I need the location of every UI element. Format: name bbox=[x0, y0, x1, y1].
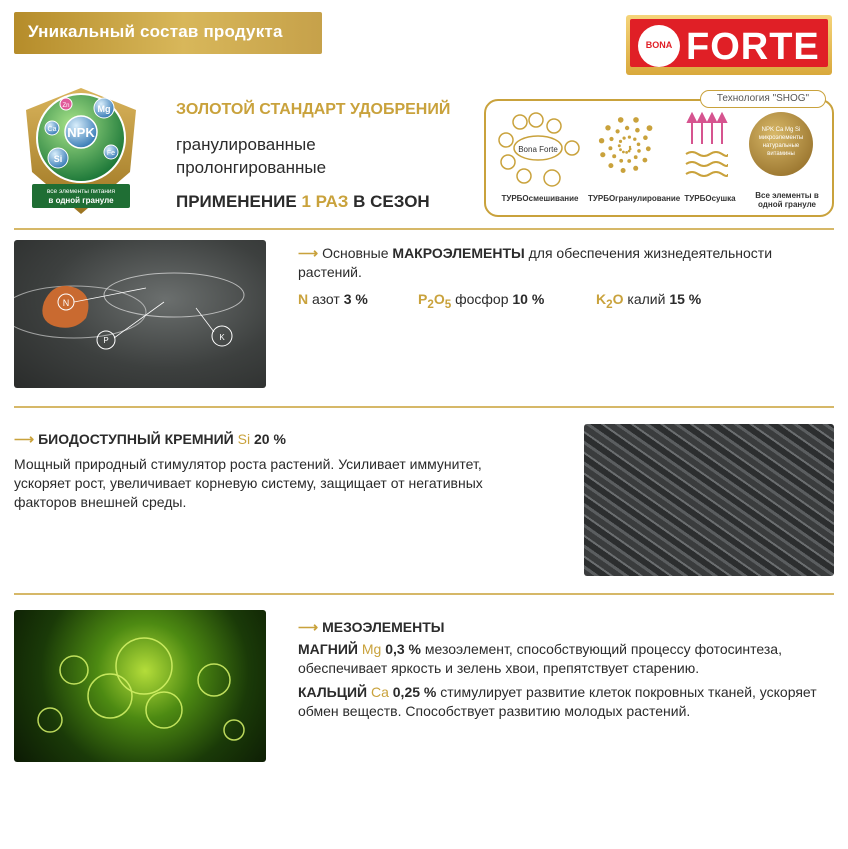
meso-title: ⟶ МЕЗОЭЛЕМЕНТЫ bbox=[298, 619, 445, 635]
nitrogen-value: N азот 3 % bbox=[298, 291, 368, 307]
npk-shield-icon bbox=[14, 80, 148, 220]
standard-apply: ПРИМЕНЕНИЕ 1 РАЗ В СЕЗОН bbox=[176, 192, 430, 211]
granule-icon: NPK Ca Mg Si микроэлементы натуральные витамины bbox=[749, 112, 813, 176]
svg-text:Ca: Ca bbox=[47, 126, 57, 133]
turbo-mixing-icon bbox=[494, 112, 590, 192]
turbo-drying-icon bbox=[684, 112, 728, 184]
header-banner bbox=[14, 12, 322, 54]
header-title: Уникальный состав продукта bbox=[28, 22, 283, 41]
silicon-description: Мощный природный стимулятор роста растений. Усиливает иммунитет, ускоряет рост, увеличивает корневую систему, защищает от негативных факторов внешней среды. bbox=[14, 456, 483, 510]
phosphorus-value: $P_2O_5$ фосфор 10 % bbox=[418, 291, 545, 311]
caption-drying: ТУРБОсушка bbox=[684, 194, 736, 203]
calcium-description: КАЛЬЦИЙ Ca 0,25 % стимулирует развитие клеток покровных тканей, ускоряет обмен веществ. Способствует развитию молодых растений. bbox=[298, 684, 817, 719]
silicon-stones-photo bbox=[584, 424, 834, 576]
divider-3 bbox=[14, 593, 834, 595]
caption-granule: Все элементы в одной грануле bbox=[755, 191, 819, 209]
standard-line-2: пролонгированные bbox=[176, 158, 327, 177]
technology-badge: Технология "SHOG" bbox=[700, 90, 826, 108]
svg-text:в одной грануле: в одной грануле bbox=[48, 196, 114, 205]
arrow-icon: ⟶ bbox=[14, 431, 35, 447]
cells-photo bbox=[14, 610, 266, 762]
svg-text:Bona Forte: Bona Forte bbox=[518, 145, 558, 154]
soil-granules-photo bbox=[14, 240, 266, 388]
divider-1 bbox=[14, 228, 834, 230]
divider-2 bbox=[14, 406, 834, 408]
silicon-title: ⟶ БИОДОСТУПНЫЙ КРЕМНИЙ Si 20 % bbox=[14, 431, 286, 447]
svg-text:все элементы питания: все элементы питания bbox=[46, 188, 116, 195]
arrow-icon: ⟶ bbox=[298, 619, 319, 635]
standard-line-1: гранулированные bbox=[176, 135, 316, 154]
svg-text:NPK: NPK bbox=[67, 125, 95, 140]
svg-text:Zn: Zn bbox=[62, 103, 70, 109]
caption-mixing: ТУРБОсмешивание bbox=[501, 194, 579, 203]
macro-lead: ⟶ Основные МАКРОЭЛЕМЕНТЫ для обеспечения жизнедеятельности растений. bbox=[298, 245, 773, 280]
svg-text:N: N bbox=[62, 298, 70, 308]
svg-text:K: K bbox=[219, 333, 225, 342]
bona-forte-logo: BONA FORTE bbox=[626, 15, 832, 75]
turbo-granulation-icon bbox=[596, 116, 658, 178]
potassium-value: $K_2O$ калий 15 % bbox=[596, 291, 702, 311]
standard-title: ЗОЛОТОЙ СТАНДАРТ УДОБРЕНИЙ bbox=[176, 101, 451, 118]
svg-text:Fe: Fe bbox=[106, 150, 116, 157]
svg-text:Mg: Mg bbox=[97, 104, 111, 114]
magnesium-description: МАГНИЙ Mg 0,3 % мезоэлемент, способствующий процессу фотосинтеза, обеспечивает яркость и зелень хвои, препятствует старению. bbox=[298, 641, 782, 676]
svg-text:Si: Si bbox=[53, 154, 63, 164]
svg-text:P: P bbox=[103, 336, 109, 345]
arrow-icon: ⟶ bbox=[298, 245, 319, 261]
caption-granulation: ТУРБОгранулирование bbox=[588, 194, 681, 203]
